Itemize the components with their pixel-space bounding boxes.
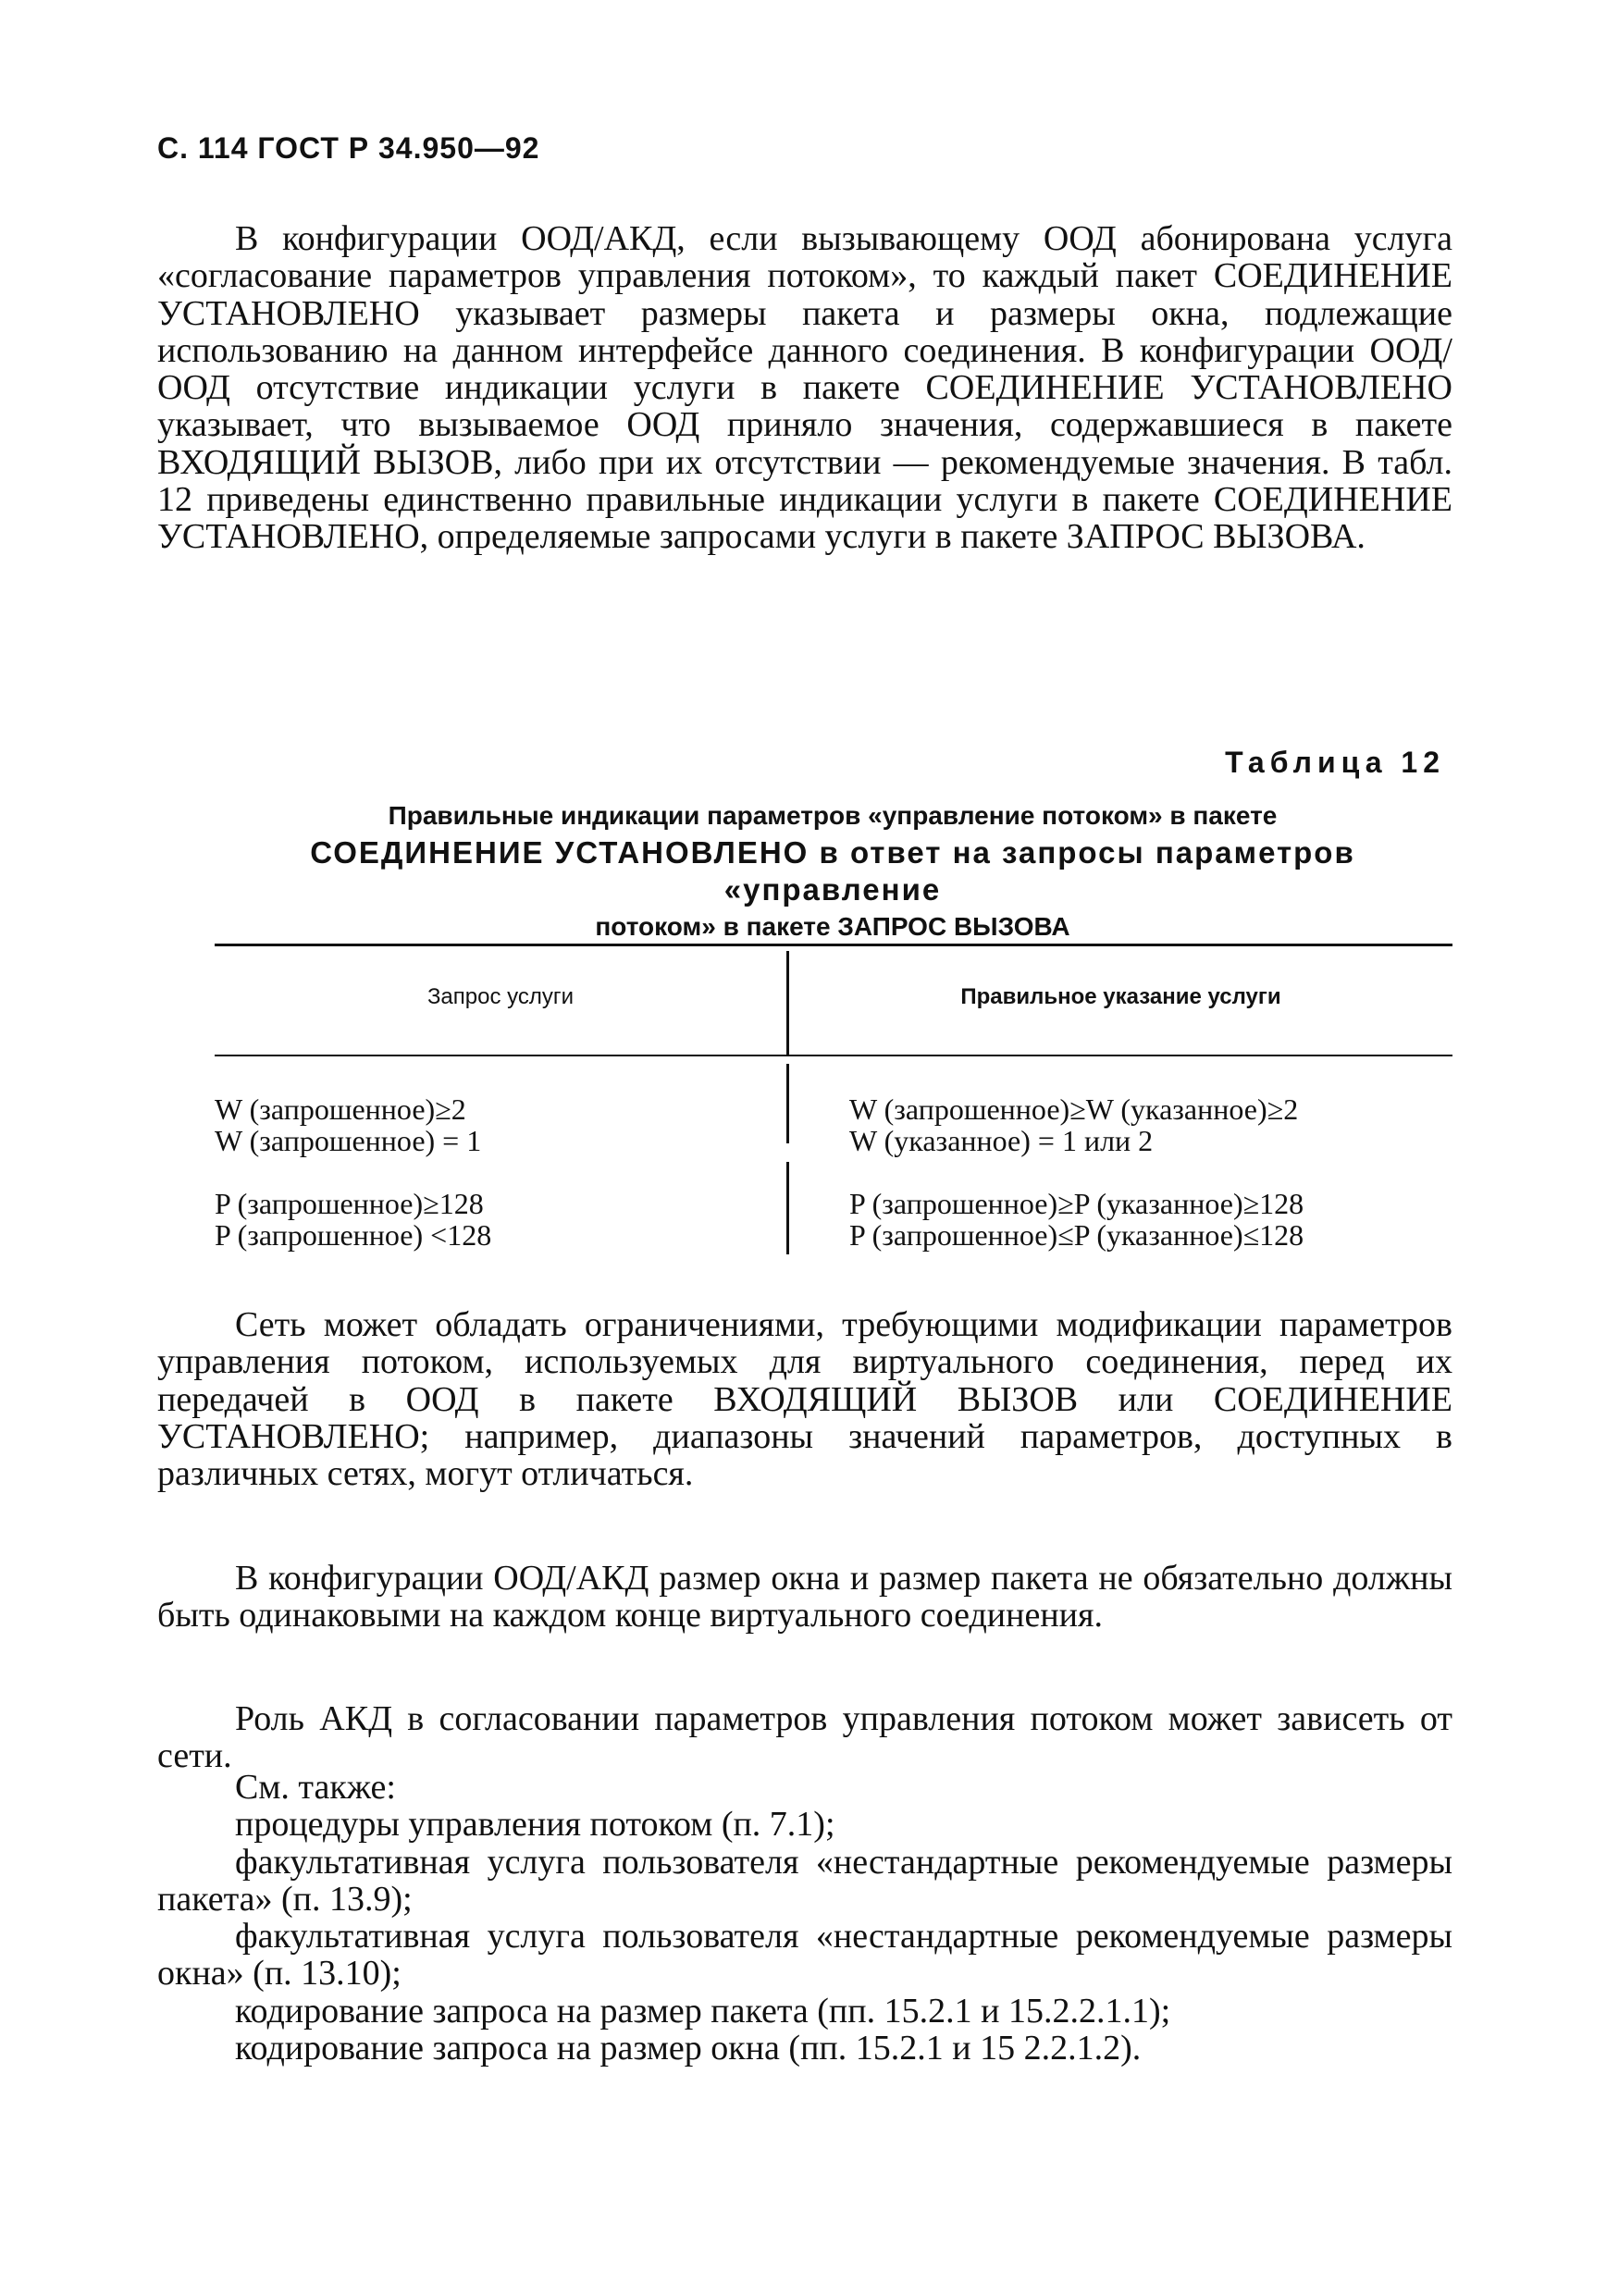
paragraph-2: Сеть может обладать ограничениями, требующими модификации параметров управления потоком, используемых для виртуального соединения, перед их передачей в ООД в пакете ВХОДЯЩИЙ ВЫЗОВ или СОЕДИНЕНИЕ УСТАНОВЛЕНО; например, диапазоны значений параметров, доступных в различных сетях, могут отличаться. <box>157 1305 1452 1494</box>
table-number: Таблица 12 <box>1225 746 1445 779</box>
table-cell <box>215 1188 491 1251</box>
table-title-line-3: потоком» в пакете ЗАПРОС ВЫЗОВА <box>595 912 1070 941</box>
table-top-rule <box>215 944 1452 946</box>
table-title <box>231 797 1434 945</box>
paragraph-3: В конфигурации ООД/АКД размер окна и размер пакета не обязательно должны быть одинаковыми на каждом конце виртуального соединения. <box>157 1559 1452 1636</box>
cell-line: P (запрошенное)≥P (указанное)≥128 <box>849 1187 1304 1220</box>
cell-line: W (запрошенное)≥2 <box>215 1092 466 1126</box>
paragraph-1: В конфигурации ООД/АКД, если вызывающему ООД абонирована услуга «согласование параметров управления потоком», то каждый пакет СОЕДИНЕНИЕ УСТАНОВЛЕНО указывает размеры пакета и размеры окна, подлежащие использованию на данном интерфейсе данного соединения. В конфигурации ООД/ООД отсутствие индикации услуги в пакете СОЕДИНЕНИЕ УСТАНОВЛЕНО указывает, что вызываемое ООД приняло значения, содержавшиеся в пакете ВХОДЯЩИЙ ВЫЗОВ, либо при их отсутствии — рекомендуемые значения. В табл. 12 приведены единственно правильные индикации услуги в пакете СОЕДИНЕНИЕ УСТАНОВЛЕНО, определяемые запросами услуги в пакете ЗАПРОС ВЫЗОВА. <box>157 219 1452 557</box>
paragraph-4: Роль АКД в согласовании параметров управления потоком может зависеть от сети. <box>157 1699 1452 1776</box>
list-item: кодирование запроса на размер окна (пп. 15.2.1 и 15 2.2.1.2). <box>235 2029 1142 2068</box>
table-cell <box>849 1093 1298 1156</box>
table-cell <box>849 1188 1304 1251</box>
cell-line: W (запрошенное) = 1 <box>215 1124 482 1157</box>
table-column-divider <box>786 1162 789 1254</box>
list-item: факультативная услуга пользователя «нестандартные рекомендуемые размеры окна» (п. 13.10); <box>157 1917 1452 1994</box>
table-column-divider <box>786 1064 789 1143</box>
cell-line: P (запрошенное) <128 <box>215 1218 492 1252</box>
table-header-rule <box>215 1055 1452 1056</box>
column-header-request: Запрос услуги <box>426 984 575 1009</box>
cell-line: W (запрошенное)≥W (указанное)≥2 <box>849 1092 1299 1126</box>
flow-control-table <box>215 944 1452 1265</box>
list-item: факультативная услуга пользователя «нестандартные рекомендуемые размеры пакета» (п. 13.9); <box>157 1842 1452 1919</box>
list-item: кодирование запроса на размер пакета (пп. 15.2.1 и 15.2.2.1.1); <box>235 1991 1171 2031</box>
see-also-list <box>157 1769 1452 2067</box>
list-item: процедуры управления потоком (п. 7.1); <box>235 1805 835 1845</box>
cell-line: W (указанное) = 1 или 2 <box>849 1124 1154 1157</box>
cell-line: P (запрошенное)≤P (указанное)≤128 <box>849 1218 1304 1252</box>
cell-line: P (запрошенное)≥128 <box>215 1187 484 1220</box>
column-header-indication: Правильное указание услуги <box>960 984 1281 1009</box>
table-cell <box>215 1093 481 1156</box>
table-title-line-1: Правильные индикации параметров «управление потоком» в пакете <box>388 801 1278 830</box>
table-title-line-2: СОЕДИНЕНИЕ УСТАНОВЛЕНО в ответ на запросы параметров «управление <box>310 835 1355 907</box>
page-header: С. 114 ГОСТ Р 34.950—92 <box>157 131 540 165</box>
see-also-intro: См. также: <box>235 1768 396 1807</box>
